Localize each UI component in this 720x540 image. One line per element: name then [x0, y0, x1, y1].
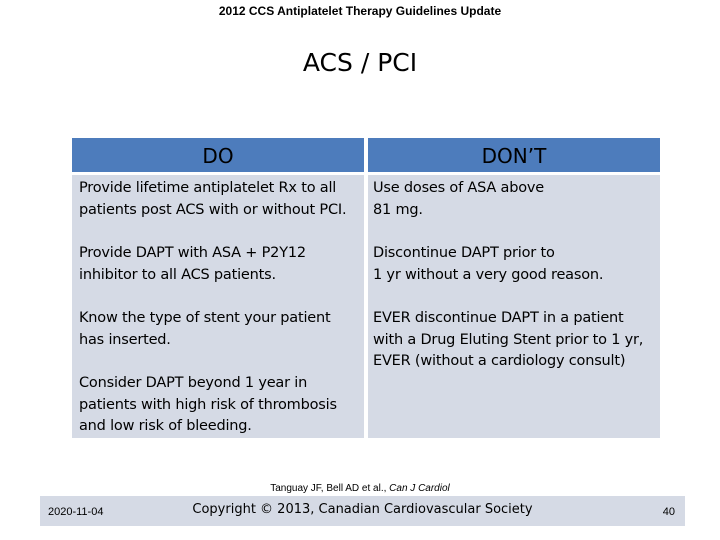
dont-item-1-line-1: Use doses of ASA above	[373, 180, 544, 196]
dont-column-header: DON’T	[368, 138, 660, 172]
dont-item-1	[373, 178, 658, 221]
do-item-4-line-3: and low risk of bleeding.	[79, 418, 252, 434]
do-item-3-line-1: Know the type of stent your patient	[79, 310, 331, 326]
header-divider	[72, 172, 660, 175]
footer-bar	[40, 496, 685, 526]
do-item-2-line-2: inhibitor to all ACS patients.	[79, 266, 276, 283]
dont-item-3	[373, 308, 658, 373]
do-item-1-line-2: patients post ACS with or without PCI.	[79, 201, 347, 218]
slide-header: 2012 CCS Antiplatelet Therapy Guidelines Update	[218, 4, 502, 18]
do-item-4	[79, 373, 361, 438]
do-item-3	[79, 308, 361, 351]
do-column-header: DO	[72, 138, 364, 172]
column-divider	[364, 138, 368, 438]
dont-item-1-line-2: 81 mg.	[373, 201, 423, 218]
do-dont-table	[72, 138, 660, 438]
dont-item-3-line-1: EVER discontinue DAPT in a patient	[373, 310, 624, 326]
reference-authors: Tanguay JF, Bell AD et al.,	[270, 483, 390, 494]
dont-item-3-line-3: EVER (without a cardiology consult)	[373, 353, 626, 369]
footer-copyright: Copyright © 2013, Canadian Cardiovascular Society	[192, 502, 533, 517]
do-item-1	[79, 178, 361, 221]
dont-item-3-line-2: with a Drug Eluting Stent prior to 1 yr,	[373, 331, 644, 348]
do-item-4-line-2: patients with high risk of thrombosis	[79, 396, 337, 413]
reference-citation	[0, 483, 720, 494]
dont-item-2-line-1: Discontinue DAPT prior to	[373, 245, 555, 261]
slide-title: ACS / PCI	[302, 48, 418, 77]
footer-date: 2020-11-04	[48, 506, 104, 518]
dont-item-2-line-2: 1 yr without a very good reason.	[373, 266, 604, 283]
do-item-1-line-1: Provide lifetime antiplatelet Rx to all	[79, 180, 337, 196]
do-item-3-line-2: has inserted.	[79, 331, 171, 348]
do-item-2	[79, 243, 361, 286]
do-item-2-line-1: Provide DAPT with ASA + P2Y12	[79, 245, 306, 261]
page-number: 40	[662, 506, 675, 518]
dont-item-2	[373, 243, 658, 286]
reference-journal: Can J Cardiol	[389, 483, 450, 494]
do-item-4-line-1: Consider DAPT beyond 1 year in	[79, 375, 308, 391]
